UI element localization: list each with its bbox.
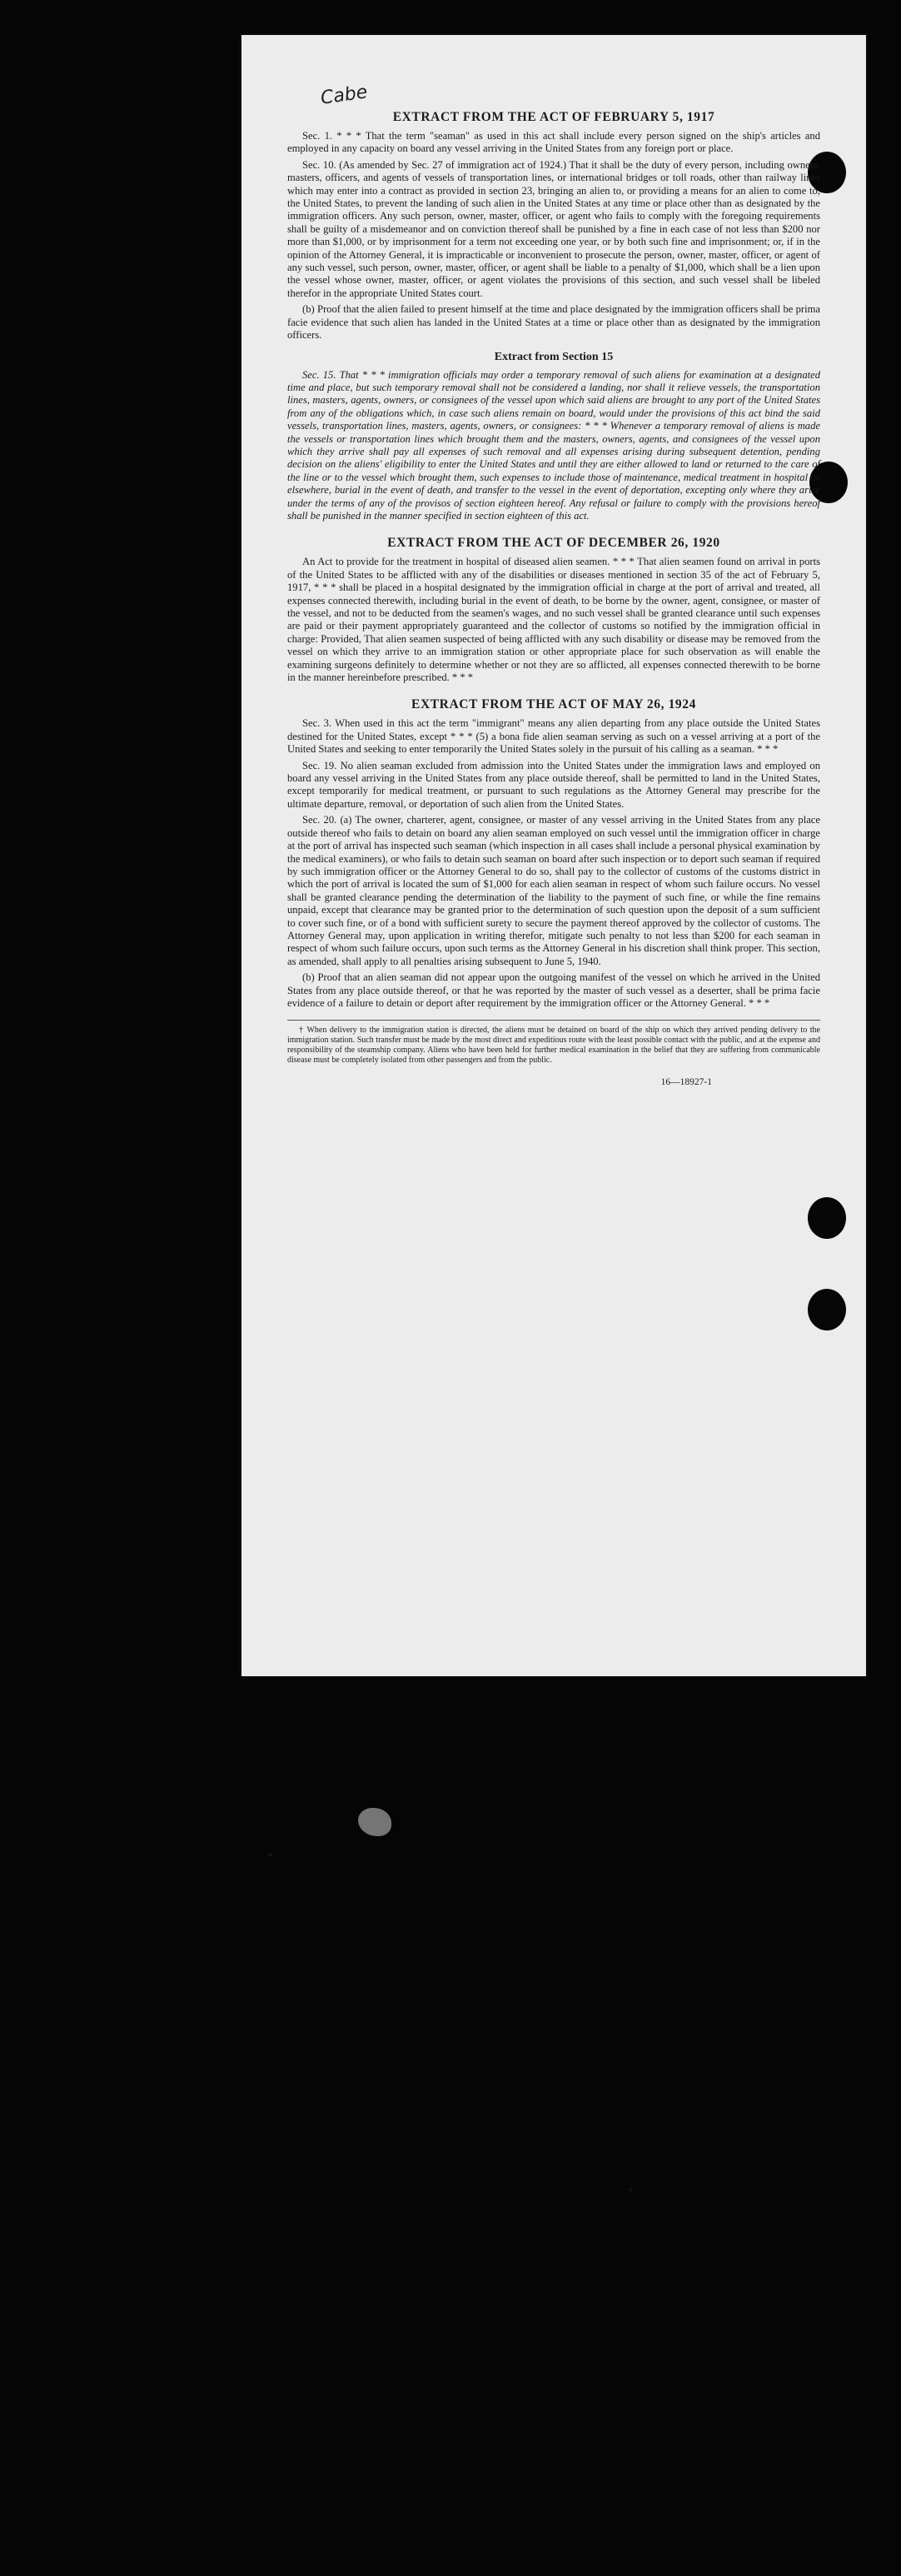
paragraph: Sec. 19. No alien seaman excluded from admission into the United States under the immigration laws and employed on board any vessel arriving in the United States from any place outside thereof, shall be permitted to land in the United States, except temporarily for medical treatment, or pursuant to such regulations as the Attorney General may prescribe for the ultimate departure, removal, or deportation of such alien from the United States. [287,759,820,810]
form-number: 16—18927-1 [660,1077,712,1088]
footnote-divider [287,1020,820,1021]
paragraph: Sec. 10. (As amended by Sec. 27 of immigration act of 1924.) That it shall be the duty of every person, including owners, masters, officers, and agents of vessels of transportation lines, or international bridges or toll roads, other than railway lines which may enter into a contract as provided in section 23, bringing an alien to, or providing a means for an alien to come to, the United States, to prevent the landing of such alien in the United States at any time or place other than as designated by the immigration officers. Any such person, owner, master, officer, or agent who fails to comply with the foregoing requirements shall be guilty of a misdemeanor and on conviction thereof shall be punished by a fine in each case of not less than $200 nor more than $1,000, or by imprisonment for a term not exceeding one year, or by both such fine and imprisonment; or, if in the opinion of the Attorney General, it is impracticable or inconvenient to prosecute the person, owner, master, officer, or agent of any such vessel, such person, owner, master, officer, or agent shall be liable to a penalty of $1,000, which shall be a lien upon the vessel whose owner, master, officer, or agent violates the provisions of this section, and such vessel shall be libeled therefor in the appropriate United States court. [287,158,820,299]
section-heading: EXTRACT FROM THE ACT OF MAY 26, 1924 [411,697,696,712]
paragraph: Sec. 20. (a) The owner, charterer, agent, consignee, or master of any vessel arriving in the United States from any place outside thereof who fails to detain on board any alien seaman employed on such vessel until the immigration officer in charge at the port of arrival has inspected such seaman (which inspection in all cases shall include a personal physical examination by the medical examiners), or who fails to detain such seaman on board after such inspection or to deport such seaman if required by such immigration officer or the Attorney General to do so, shall pay to the collector of customs of the customs district in which the port of arrival is located the sum of $1,000 for each alien seaman in respect of whom such failure occurs. No vessel shall be granted clearance pending the determination of the liability to the payment of such fine, or while the fine remains unpaid, except that clearance may be granted prior to the determination of such question upon the deposit of a sum sufficient to cover such fine, or of a bond with sufficient surety to secure the payment thereof approved by the collector of customs. The Attorney General may, upon application in writing therefor, mitigate such penalty to not less than $200 for each seaman in respect of whom such failure occurs, upon such terms as the Attorney General in his discretion shall think proper. This section, as amended, shall apply to all penalties arising subsequent to June 5, 1940. [287,814,820,967]
document-page [241,35,866,1676]
section-heading: EXTRACT FROM THE ACT OF DECEMBER 26, 1920 [387,536,720,551]
handwritten-annotation: Cabe [319,82,369,109]
document-body [287,110,820,1087]
paragraph: Sec. 15. That * * * immigration officials may order a temporary removal of such aliens for examination at a designated time and place, but such temporary removal shall not be considered a landing, nor shall it relieve vessels, the transportation lines, masters, agents, owners, or consignees of the vessel upon which said aliens are brought to any port of the United States from any of the obligations which, in case such aliens remain on board, would under the provisions of this act bind the said vessels, transportation lines, masters, agents, owners, or consignees: * * * Whenever a temporary removal of aliens is made the vessels or transportation lines which brought them and the masters, owners, agents, and consignees of the vessel upon which they arrive shall pay all expenses of such removal and all expenses arising during subsequent detention, pending decision on the aliens' eligibility to enter the United States and until they are either allowed to land or returned to the care of the line or to the vessel which brought them, such expenses to include those of maintenance, medical treatment in hospital or elsewhere, burial in the event of death, and transfer to the vessel in the event of deportation, excepting only where they arise under the terms of any of the provisos of section eighteen hereof. Any refusal or failure to comply with the provisions hereof shall be punished in the manner specified in section eighteen of this act. [287,368,820,522]
paragraph: Sec. 3. When used in this act the term "immigrant" means any alien departing from any place outside the United States destined for the United States, except * * * (5) a bona fide alien seaman serving as such on a vessel arriving at a port of the United States and seeking to enter temporarily the United States solely in the pursuit of his calling as a seaman. * * * [287,717,820,756]
punch-hole-icon [808,1197,846,1239]
paragraph: (b) Proof that an alien seaman did not appear upon the outgoing manifest of the vessel on which he arrived in the United States from any place outside thereof, or that he was reported by the master of such vessel as a deserter, shall be prima facie evidence of a failure to detain or deport after requirement by the immigration officer or the Attorney General. * * * [287,971,820,1009]
footnote: † When delivery to the immigration station is directed, the aliens must be detained on board of the ship on which they arrived pending delivery to the immigration station. Such transfer must be made by the most direct and expeditious route with the least possible contact with the public, and at the expense and responsibility of the steamship company. Aliens who have been held for further medical examination in the belief that they are suffering from communicable disease must be completely isolated from other passengers and from the public. [287,1026,820,1066]
section-subheading: Extract from Section 15 [494,350,614,363]
paragraph: (b) Proof that the alien failed to present himself at the time and place designated by the immigration officers shall be prima facie evidence that such alien has landed in the United States at a time or place other than as designated by the immigration officers. [287,303,820,342]
section-heading: EXTRACT FROM THE ACT OF FEBRUARY 5, 1917 [392,110,715,124]
punch-hole-icon [808,1289,846,1330]
paragraph: Sec. 1. * * * That the term "seaman" as used in this act shall include every person signed on the ship's articles and employed in any capacity on board any vessel arriving in the United States from any foreign port or place. [287,130,820,155]
paragraph: An Act to provide for the treatment in hospital of diseased alien seamen. * * * That alien seamen found on arrival in ports of the United States to be afflicted with any of the disabilities or diseases mentioned in section 35 of the act of February 5, 1917, * * * shall be placed in a hospital designated by the immigration official in charge at the port of arrival and treated, all expenses connected therewith, including burial in the event of death, to be borne by the owner, agent, consignee, or master of the vessel, and not to be deducted from the seamen's wages, and no such vessel shall be granted clearance until such expenses are paid or their payment appropriately guaranteed and the collector of customs so notified by the immigration official in charge: Provided, That alien seamen suspected of being afflicted with any such disability or disease may be removed from the vessel on which they arrive to an immigration station or other appropriate place for such observation as will enable the examining surgeons definitely to determine whether or not they are so afflicted, all expenses connected therewith to be borne in the manner hereinbefore prescribed. * * * [287,556,820,684]
